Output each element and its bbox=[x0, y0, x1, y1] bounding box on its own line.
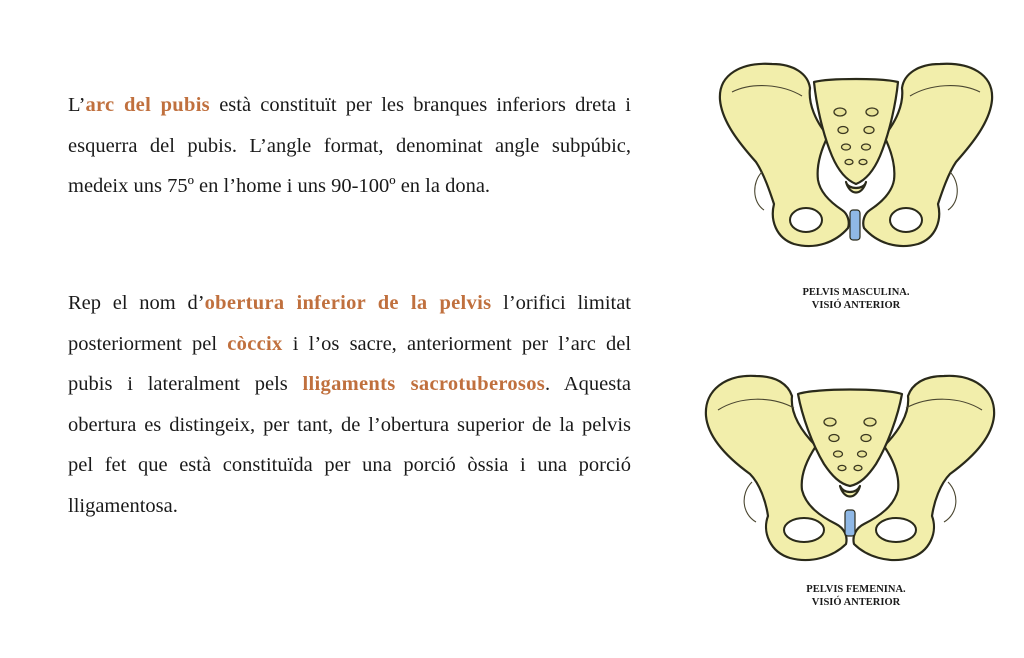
caption-line: VISIÓ ANTERIOR bbox=[811, 300, 901, 311]
caption-line: PELVIS FEMENINA. bbox=[806, 584, 906, 595]
term-obertura-inferior: obertura inferior de la pelvis bbox=[204, 292, 492, 314]
caption-male-pelvis bbox=[726, 286, 986, 312]
caption-female-pelvis bbox=[726, 583, 986, 609]
paragraph-pubic-arch bbox=[68, 85, 631, 207]
caption-line: VISIÓ ANTERIOR bbox=[811, 597, 901, 608]
text-run: i l’os sacre, anteriorment per l’arc del pubis i lateralment pels bbox=[68, 332, 632, 395]
term-lligaments-sacrotuberosos: lligaments sacrotuberosos bbox=[302, 373, 546, 395]
sacrum bbox=[798, 390, 902, 487]
obturator-foramen-left bbox=[784, 518, 824, 542]
paragraph-pelvic-outlet bbox=[68, 283, 631, 526]
text-run: l’orifici limitat posteriorment pel bbox=[68, 292, 632, 355]
male-pelvis-illustration bbox=[712, 52, 1000, 252]
pubic-symphysis bbox=[845, 510, 855, 536]
term-arc-del-pubis: arc del pubis bbox=[85, 94, 210, 116]
text-run: . Aquesta obertura es distingeix, per tant, de l’obertura superior de la pelvis pel fet que està constituïda per una porció òssia i una porció lligamentosa. bbox=[68, 373, 632, 517]
sacrum bbox=[814, 79, 898, 184]
obturator-foramen-right bbox=[876, 518, 916, 542]
term-coccix: còccix bbox=[227, 332, 283, 355]
coccyx bbox=[840, 486, 860, 497]
text-run: Rep el nom d’ bbox=[68, 292, 205, 314]
caption-line: PELVIS MASCULINA. bbox=[802, 287, 910, 298]
text-run: està constituït per les branques inferiors dreta i esquerra del pubis. L’angle format, denominat angle subpúbic, medeix uns 75º en l’home i uns 90-100º en la dona. bbox=[68, 94, 631, 197]
female-pelvis-illustration bbox=[700, 366, 1000, 566]
obturator-foramen-left bbox=[790, 208, 822, 232]
pubic-symphysis bbox=[850, 210, 860, 240]
text-run: L’ bbox=[68, 94, 86, 116]
obturator-foramen-right bbox=[890, 208, 922, 232]
